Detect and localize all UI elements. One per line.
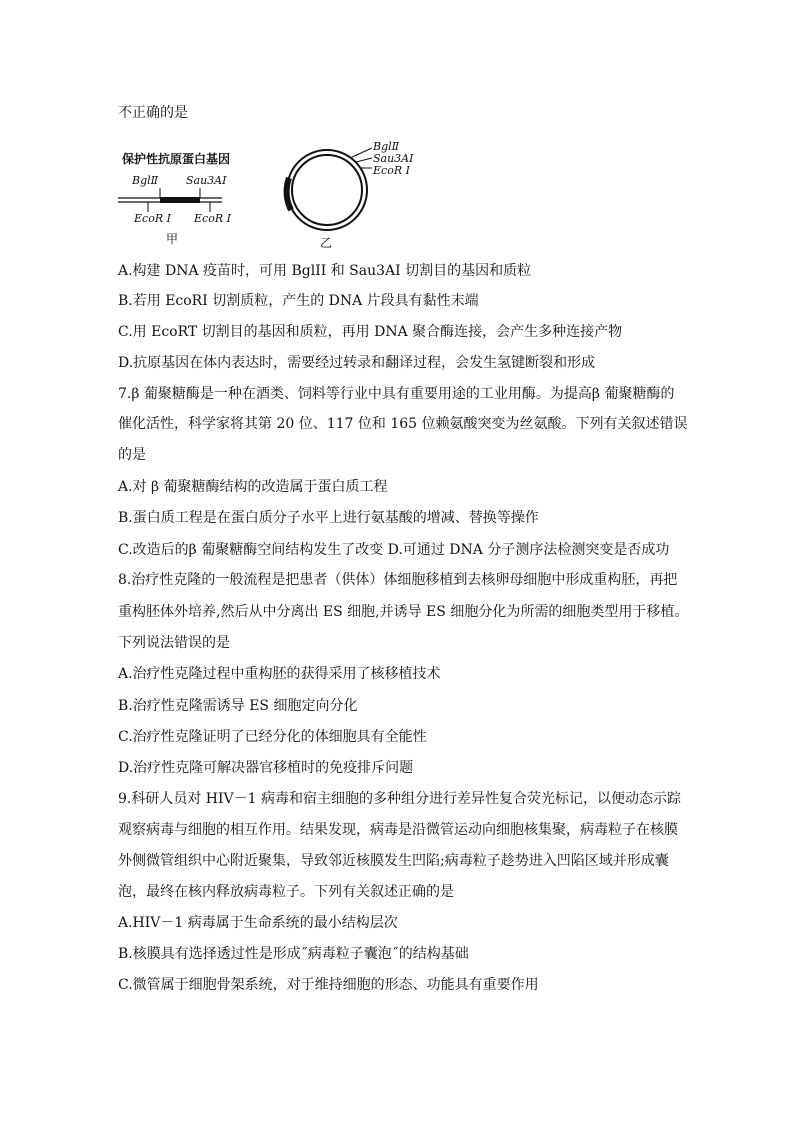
jia-ecor-right-label: EcoR Ⅰ <box>194 212 231 225</box>
option-a-q6: A.构建 DNA 疫苗时，可用 BglII 和 Sau3AI 切割目的基因和质粒 <box>118 263 532 279</box>
figure-jia <box>118 148 258 248</box>
gene-diagram <box>118 184 238 214</box>
question-7-line-3: 的是 <box>118 447 146 463</box>
jia-ecor-left-label: EcoR Ⅰ <box>134 212 171 225</box>
jia-bgl-label: BglⅡ <box>132 174 159 187</box>
yi-sau-label: Sau3AⅠ <box>373 152 414 165</box>
yi-ecor-label: EcoR Ⅰ <box>373 164 410 177</box>
option-d-q8: D.治疗性克隆可解决器官移植时的免疫排斥问题 <box>118 760 414 776</box>
figure-yi <box>280 140 450 250</box>
option-b-q6: B.若用 EcoRI 切割质粒，产生的 DNA 片段具有黏性末端 <box>118 293 479 309</box>
question-7-line-1: 7.β 葡聚糖酶是一种在酒类、饲料等行业中具有重要用途的工业用酶。为提高β 葡聚糖酶的 <box>118 386 675 402</box>
question-9-line-1: 9.科研人员对 HIV－1 病毒和宿主细胞的多种组分进行差异性复合荧光标记，以便动态示踪 <box>118 791 682 807</box>
yi-caption: 乙 <box>320 236 333 250</box>
option-a-q7: A.对 β 葡聚糖酶结构的改造属于蛋白质工程 <box>118 479 388 495</box>
question-7-line-2: 催化活性，科学家将其第 20 位、117 位和 165 位赖氨酸突变为丝氨酸。下列有关叙述错误 <box>118 416 688 432</box>
option-b-q8: B.治疗性克隆需诱导 ES 细胞定向分化 <box>118 698 358 714</box>
question-8-line-1: 8.治疗性克隆的一般流程是把患者（供体）体细胞移植到去核卵母细胞中形成重构胚，再把 <box>118 572 678 588</box>
option-d-q6: D.抗原基因在体内表达时，需要经过转录和翻译过程，会发生氢键断裂和形成 <box>118 355 596 371</box>
plasmid-circle <box>280 140 450 240</box>
intro-text: 不正确的是 <box>118 105 188 121</box>
option-a-q8: A.治疗性克隆过程中重构胚的获得采用了核移植技术 <box>118 666 441 682</box>
question-8-line-2: 重构胚体外培养,然后从中分离出 ES 细胞,并诱导 ES 细胞分化为所需的细胞类型用于移植。 <box>118 604 689 620</box>
option-b-q9: B.核膜具有选择透过性是形成˝病毒粒子囊泡˝的结构基础 <box>118 946 469 962</box>
option-b-q7: B.蛋白质工程是在蛋白质分子水平上进行氨基酸的增减、替换等操作 <box>118 510 539 526</box>
option-c-q6: C.用 EcoRT 切割目的基因和质粒，再用 DNA 聚合酶连接，会产生多种连接产物 <box>118 324 623 340</box>
yi-bgl-label: BglⅡ <box>373 140 400 153</box>
question-9-line-4: 泡，最终在核内释放病毒粒子。下列有关叙述正确的是 <box>118 884 454 900</box>
option-a-q9: A.HIV－1 病毒属于生命系统的最小结构层次 <box>118 915 398 931</box>
jia-title: 保护性抗原蛋白基因 <box>122 152 231 166</box>
jia-caption: 甲 <box>166 232 179 246</box>
option-c-q9: C.微管属于细胞骨架系统，对于维持细胞的形态、功能具有重要作用 <box>118 977 539 993</box>
question-9-line-2: 观察病毒与细胞的相互作用。结果发现，病毒是沿微管运动向细胞核集聚，病毒粒子在核膜 <box>118 822 678 838</box>
question-8-line-3: 下列说法错误的是 <box>118 635 230 651</box>
option-c-q8: C.治疗性克隆证明了已经分化的体细胞具有全能性 <box>118 729 427 745</box>
option-cd-q7: C.改造后的β 葡聚糖酶空间结构发生了改变 D.可通过 DNA 分子测序法检测突变是否成功 <box>118 542 670 558</box>
jia-sau-label: Sau3AⅠ <box>186 174 227 187</box>
question-9-line-3: 外侧微管组织中心附近聚集，导致邻近核膜发生凹陷;病毒粒子趁势进入凹陷区域并形成囊 <box>118 853 669 869</box>
